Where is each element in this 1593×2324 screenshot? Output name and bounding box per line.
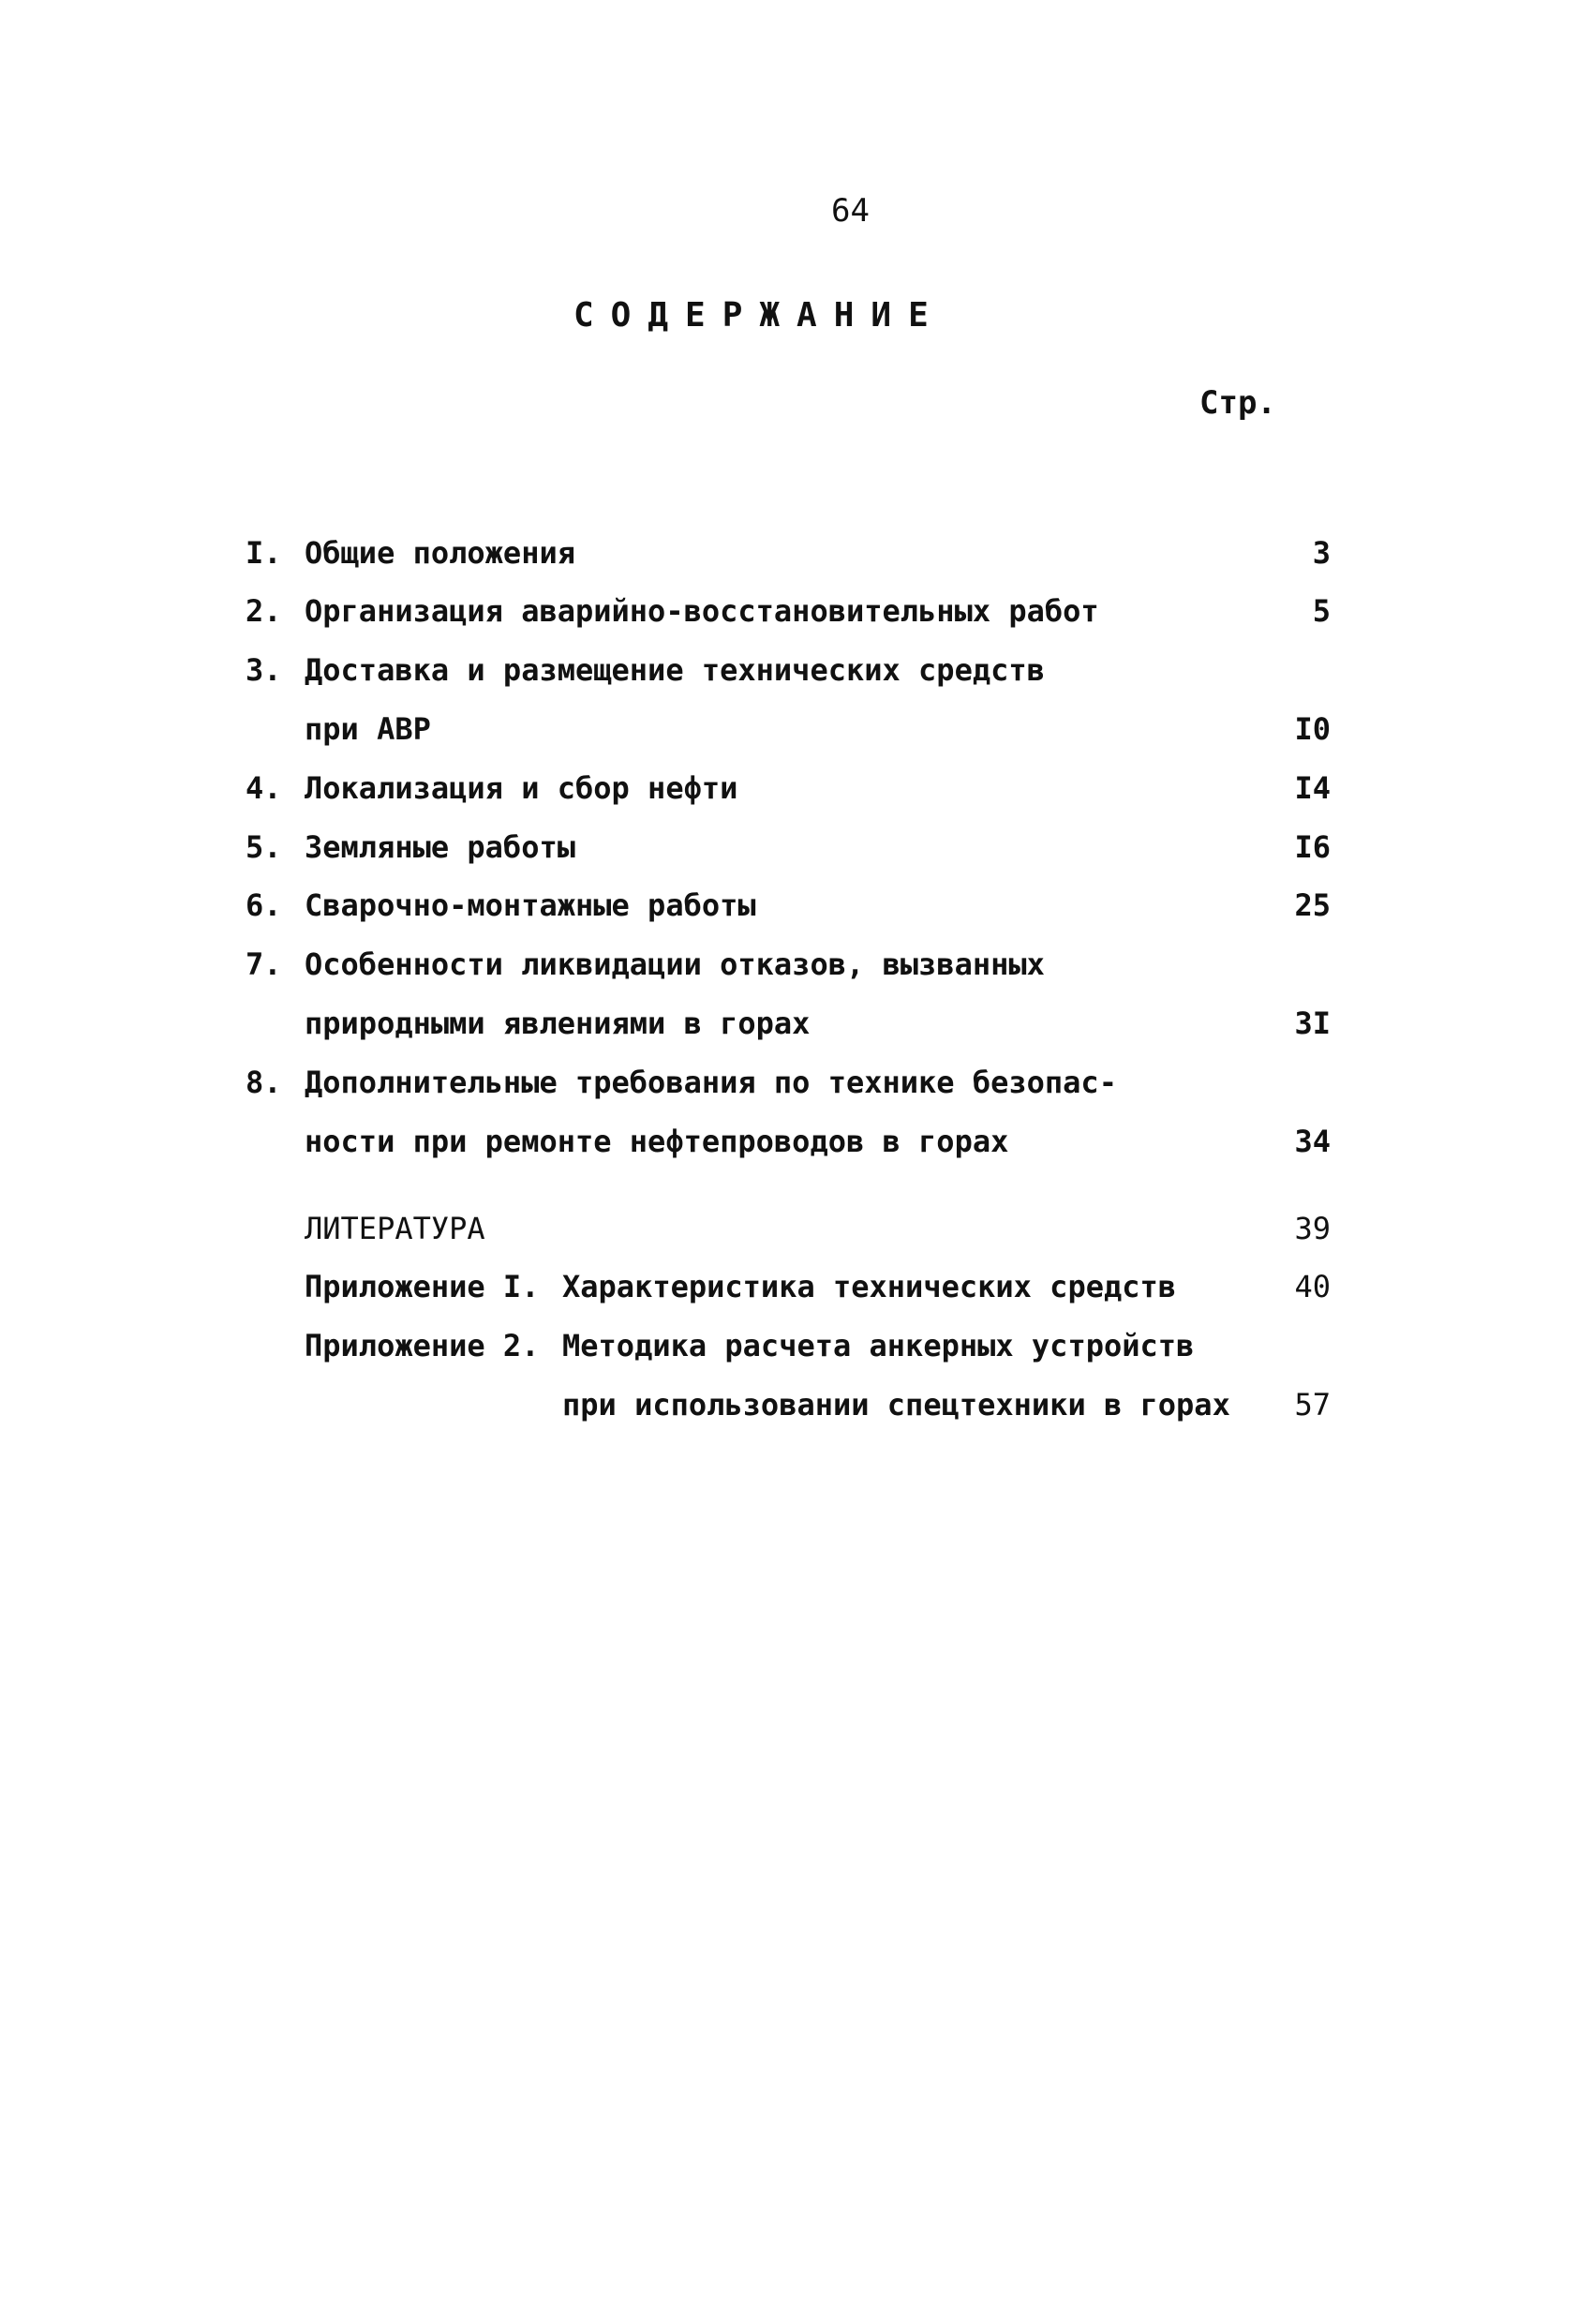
toc-entry-number: 5. — [246, 829, 282, 865]
literature-page: 39 — [1294, 1211, 1331, 1246]
appendix-title: Методика расчета анкерных устройств — [562, 1328, 1195, 1363]
appendix-label: Приложение I. — [305, 1269, 540, 1304]
appendix-title: Характеристика технических средств — [562, 1269, 1177, 1304]
page-number: 64 — [831, 192, 870, 230]
toc-entry-page: 25 — [1294, 887, 1331, 923]
page-column-label: Стр. — [1199, 384, 1276, 422]
toc-entry-page: 3 — [1312, 535, 1331, 571]
appendix-title-continued: при использовании спецтехники в горах — [562, 1387, 1230, 1423]
toc-entry-number: I. — [246, 535, 282, 571]
toc-entry-title: Общие положения — [305, 535, 575, 571]
toc-entry-title: Сварочно-монтажные работы — [305, 887, 756, 923]
toc-entry-page: I6 — [1294, 829, 1331, 865]
toc-entry-number: 6. — [246, 887, 282, 923]
toc-entry-title: Организация аварийно-восстановительных работ — [305, 593, 1099, 629]
toc-entry-title: Локализация и сбор нефти — [305, 770, 738, 806]
toc-entry-number: 4. — [246, 770, 282, 806]
literature-label: ЛИТЕРАТУРА — [305, 1211, 485, 1246]
toc-entry-number: 3. — [246, 652, 282, 688]
toc-entry-page: 3I — [1294, 1006, 1331, 1041]
toc-entry-title: Земляные работы — [305, 829, 575, 865]
toc-entry-title: Дополнительные требования по технике безопас- — [305, 1065, 1117, 1100]
toc-entry-page: I4 — [1294, 770, 1331, 806]
toc-entry-page: 5 — [1312, 593, 1331, 629]
toc-entry-title-continued: при АВР — [305, 711, 431, 747]
appendix-page: 40 — [1294, 1269, 1331, 1304]
toc-entry-title-continued: ности при ремонте нефтепроводов в горах — [305, 1124, 1009, 1159]
appendix-page: 57 — [1294, 1387, 1331, 1423]
appendix-label: Приложение 2. — [305, 1328, 540, 1363]
toc-entry-title: Доставка и размещение технических средств — [305, 652, 1045, 688]
toc-entry-page: 34 — [1294, 1124, 1331, 1159]
page-title: СОДЕРЖАНИЕ — [573, 296, 945, 335]
toc-entry-number: 2. — [246, 593, 282, 629]
toc-entry-number: 7. — [246, 946, 282, 982]
toc-entry-page: I0 — [1294, 711, 1331, 747]
toc-entry-title: Особенности ликвидации отказов, вызванных — [305, 946, 1045, 982]
toc-entry-title-continued: природными явлениями в горах — [305, 1006, 811, 1041]
toc-entry-number: 8. — [246, 1065, 282, 1100]
